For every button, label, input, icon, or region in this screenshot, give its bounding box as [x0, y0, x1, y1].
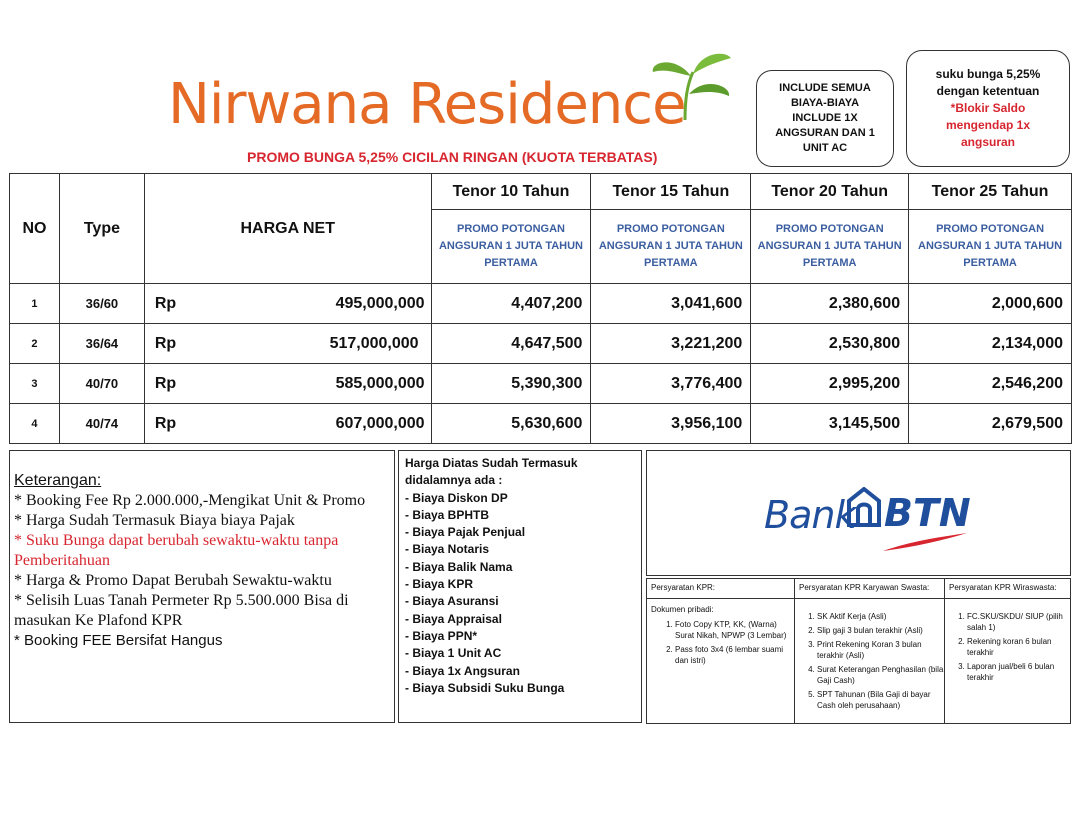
include-note-line: INCLUDE 1X: [792, 112, 858, 124]
promo-headline: PROMO BUNGA 5,25% CICILAN RINGAN (KUOTA TERBATAS): [247, 149, 658, 165]
row-no: 3: [10, 364, 60, 404]
kpr-requirements: [646, 578, 1071, 724]
currency-label: Rp: [154, 414, 177, 432]
row-tenor-15: 3,221,200: [591, 324, 751, 364]
promo-subheader: PROMO POTONGAN ANGSURAN 1 JUTA TAHUN PERTAMA: [909, 210, 1072, 284]
row-no: 2: [10, 324, 60, 364]
row-tenor-25: 2,679,500: [909, 404, 1072, 444]
row-tenor-10: 4,647,500: [431, 324, 591, 364]
includes-panel: [398, 450, 642, 723]
row-type: 36/64: [59, 324, 144, 364]
includes-item: - Biaya Appraisal: [405, 611, 502, 626]
promo-subheader: PROMO POTONGAN ANGSURAN 1 JUTA TAHUN PERTAMA: [751, 210, 909, 284]
kpr-col-subtitle: Dokumen pribadi:: [651, 605, 714, 614]
brand-title: Nirwana Residence: [168, 72, 686, 137]
row-no: 4: [10, 404, 60, 444]
row-tenor-15: 3,776,400: [591, 364, 751, 404]
includes-title: Harga Diatas Sudah Termasuk: [405, 456, 578, 470]
header-harga: HARGA NET: [144, 174, 431, 284]
includes-item: - Biaya Balik Nama: [405, 559, 513, 574]
row-type: 36/60: [59, 284, 144, 324]
includes-item: - Biaya KPR: [405, 577, 474, 592]
row-price: 495,000,000: [335, 294, 425, 312]
row-tenor-10: 5,630,600: [431, 404, 591, 444]
header-no: NO: [10, 174, 60, 284]
include-note-line: ANGSURAN DAN 1: [775, 127, 875, 139]
kpr-item: 3. Laporan jual/beli 6 bulan terakhir: [967, 661, 1070, 683]
includes-title: didalamnya ada :: [405, 473, 503, 488]
keterangan-line: * Harga & Promo Dapat Berubah Sewaktu-waktu: [14, 572, 332, 589]
price-table: [9, 173, 1072, 444]
currency-label: Rp: [154, 294, 177, 312]
kpr-col-title: Persyaratan KPR Karyawan Swasta:: [795, 579, 944, 599]
kpr-item: 4. Surat Keterangan Penghasilan (bila Gaji Cash): [817, 664, 944, 686]
kpr-item: 5. SPT Tahunan (Bila Gaji di bayar Cash oleh perusahaan): [817, 689, 944, 711]
row-price: 607,000,000: [335, 414, 425, 432]
row-tenor-15: 3,041,600: [591, 284, 751, 324]
keterangan-line: * Harga Sudah Termasuk Biaya biaya Pajak: [14, 512, 295, 529]
promo-subheader: PROMO POTONGAN ANGSURAN 1 JUTA TAHUN PERTAMA: [431, 210, 591, 284]
rate-note-line: *Blokir Saldo: [950, 101, 1026, 115]
header-tenor-20: Tenor 20 Tahun: [751, 174, 909, 210]
includes-item: - Biaya 1 Unit AC: [405, 646, 502, 661]
btn-red-swoosh-icon: [881, 531, 969, 553]
row-tenor-10: 4,407,200: [431, 284, 591, 324]
includes-item: - Biaya 1x Angsuran: [405, 663, 520, 678]
include-note-line: UNIT AC: [802, 142, 848, 154]
row-tenor-20: 2,995,200: [751, 364, 909, 404]
rate-note-line: mengendap 1x: [945, 118, 1031, 132]
row-type: 40/74: [59, 404, 144, 444]
kpr-item: 3. Print Rekening Koran 3 bulan terakhir (Asli): [817, 639, 944, 661]
row-tenor-20: 2,530,800: [751, 324, 909, 364]
kpr-item: 1. SK Aktif Kerja (Asli): [817, 611, 944, 622]
table-row: [10, 284, 1072, 324]
kpr-col-title: Persyaratan KPR Wiraswasta:: [945, 579, 1070, 599]
kpr-item: 2. Slip gaji 3 bulan terakhir (Asli): [817, 625, 944, 636]
rate-note-line: angsuran: [960, 135, 1015, 149]
bank-logo-panel: [646, 450, 1071, 576]
keterangan-line: * Suku Bunga dapat berubah sewaktu-waktu tanpa Pemberitahuan: [14, 532, 339, 569]
row-price: 585,000,000: [335, 374, 425, 392]
header-type: Type: [59, 174, 144, 284]
row-type: 40/70: [59, 364, 144, 404]
includes-item: - Biaya PPN*: [405, 628, 478, 643]
row-tenor-20: 3,145,500: [751, 404, 909, 444]
row-tenor-25: 2,000,600: [909, 284, 1072, 324]
kpr-item: 2. Pass foto 3x4 (6 lembar suami dan istri): [675, 644, 794, 666]
header-tenor-25: Tenor 25 Tahun: [909, 174, 1072, 210]
includes-item: - Biaya Notaris: [405, 542, 490, 557]
kpr-item: 2. Rekening koran 6 bulan terakhir: [967, 636, 1070, 658]
keterangan-panel: [9, 450, 395, 723]
table-row: [10, 404, 1072, 444]
header-tenor-15: Tenor 15 Tahun: [591, 174, 751, 210]
keterangan-title: Keterangan:: [14, 472, 102, 489]
row-tenor-25: 2,134,000: [909, 324, 1072, 364]
header-tenor-10: Tenor 10 Tahun: [431, 174, 591, 210]
keterangan-line: * Selisih Luas Tanah Permeter Rp 5.500.000 Bisa di masukan Ke Plafond KPR: [14, 592, 349, 629]
kpr-col-title: Persyaratan KPR:: [647, 579, 794, 599]
promo-subheader: PROMO POTONGAN ANGSURAN 1 JUTA TAHUN PERTAMA: [591, 210, 751, 284]
includes-item: - Biaya BPHTB: [405, 507, 490, 522]
row-no: 1: [10, 284, 60, 324]
includes-item: - Biaya Asuransi: [405, 594, 499, 609]
rate-note-bubble: [906, 50, 1070, 167]
kpr-item: 1. FC.SKU/SKDU/ SIUP (pilih salah 1): [967, 611, 1070, 633]
row-tenor-20: 2,380,600: [751, 284, 909, 324]
row-tenor-15: 3,956,100: [591, 404, 751, 444]
includes-item: - Biaya Subsidi Suku Bunga: [405, 680, 565, 695]
include-note-bubble: [756, 70, 894, 167]
currency-label: Rp: [154, 374, 177, 392]
row-tenor-10: 5,390,300: [431, 364, 591, 404]
row-tenor-25: 2,546,200: [909, 364, 1072, 404]
btn-house-icon: [847, 487, 881, 527]
includes-item: - Biaya Diskon DP: [405, 490, 508, 505]
currency-label: Rp: [154, 334, 177, 352]
include-note-line: INCLUDE SEMUA: [779, 82, 871, 94]
table-row: [10, 324, 1072, 364]
rate-note-line: suku bunga 5,25%: [935, 67, 1041, 81]
row-price: 517,000,000: [329, 334, 419, 352]
include-note-line: BIAYA-BIAYA: [790, 97, 860, 109]
rate-note-line: dengan ketentuan: [936, 84, 1040, 98]
leaf-logo-icon: [645, 50, 735, 130]
keterangan-line: * Booking Fee Rp 2.000.000,-Mengikat Unit & Promo: [14, 492, 366, 509]
includes-item: - Biaya Pajak Penjual: [405, 525, 526, 540]
table-row: [10, 364, 1072, 404]
keterangan-line: * Booking FEE Bersifat Hangus: [14, 632, 223, 649]
btn-word: BTN: [884, 491, 971, 535]
bank-word: Bank: [764, 493, 856, 537]
kpr-item: 1. Foto Copy KTP, KK, (Warna) Surat Nikah, NPWP (3 Lembar): [675, 619, 794, 641]
